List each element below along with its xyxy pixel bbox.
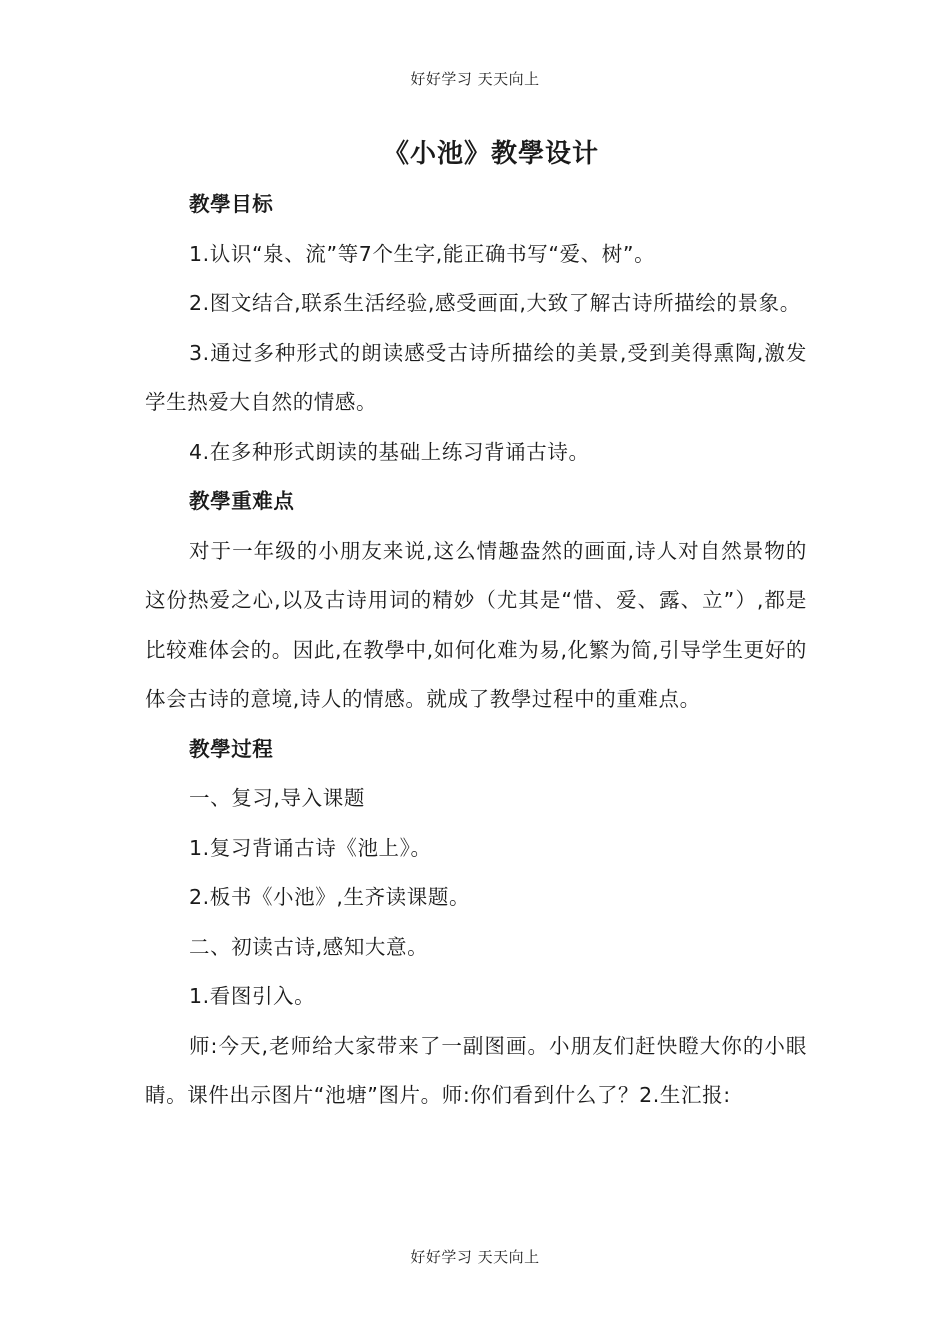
page-footer: 好好学习 天天向上 [410,1248,540,1266]
paragraph: 一、复习,导入课题 [189,786,365,810]
paragraph: 1.看图引入。 [189,984,316,1008]
page-header: 好好学习 天天向上 [410,70,540,88]
paragraph: 2.图文结合,联系生活经验,感受画面,大致了解古诗所描绘的景象。 [189,291,801,315]
paragraph: 二、初读古诗,感知大意。 [189,934,429,959]
section-heading: 教學重难点 [189,489,295,513]
section-heading: 教學过程 [189,736,274,761]
paragraph: 对于一年级的小朋友来说,这么情趣盎然的画面,诗人对自然景物的这份热爱之心,以及古诗用词的精妙（尤其是“惜、爱、露、立”）,都是比较难体会的。因此,在教學中,如何化难为易,化繁为简,引导学生更好的体会古诗的意境,诗人的情感。就成了教學过程中的重难点。 [145,538,807,711]
paragraph: 师:今天,老师给大家带来了一副图画。小朋友们赶快瞪大你的小眼睛。课件出示图片“池塘”图片。师:你们看到什么了？2.生汇报: [145,1033,807,1107]
paragraph: 1.复习背诵古诗《池上》。 [189,835,432,860]
document-title: 《小池》教學设计 [382,139,599,169]
paragraph-list [145,180,807,1121]
paragraph: 1.认识“泉、流”等7个生字,能正确书写“爱、树”。 [189,241,656,266]
section-heading: 教學目标 [189,192,274,216]
paragraph: 3.通过多种形式的朗读感受古诗所描绘的美景,受到美得熏陶,激发学生热爱大自然的情感。 [145,340,807,414]
paragraph: 2.板书《小池》,生齐读课题。 [189,885,471,909]
document-body [145,128,807,1121]
paragraph: 4.在多种形式朗读的基础上练习背诵古诗。 [189,439,590,464]
